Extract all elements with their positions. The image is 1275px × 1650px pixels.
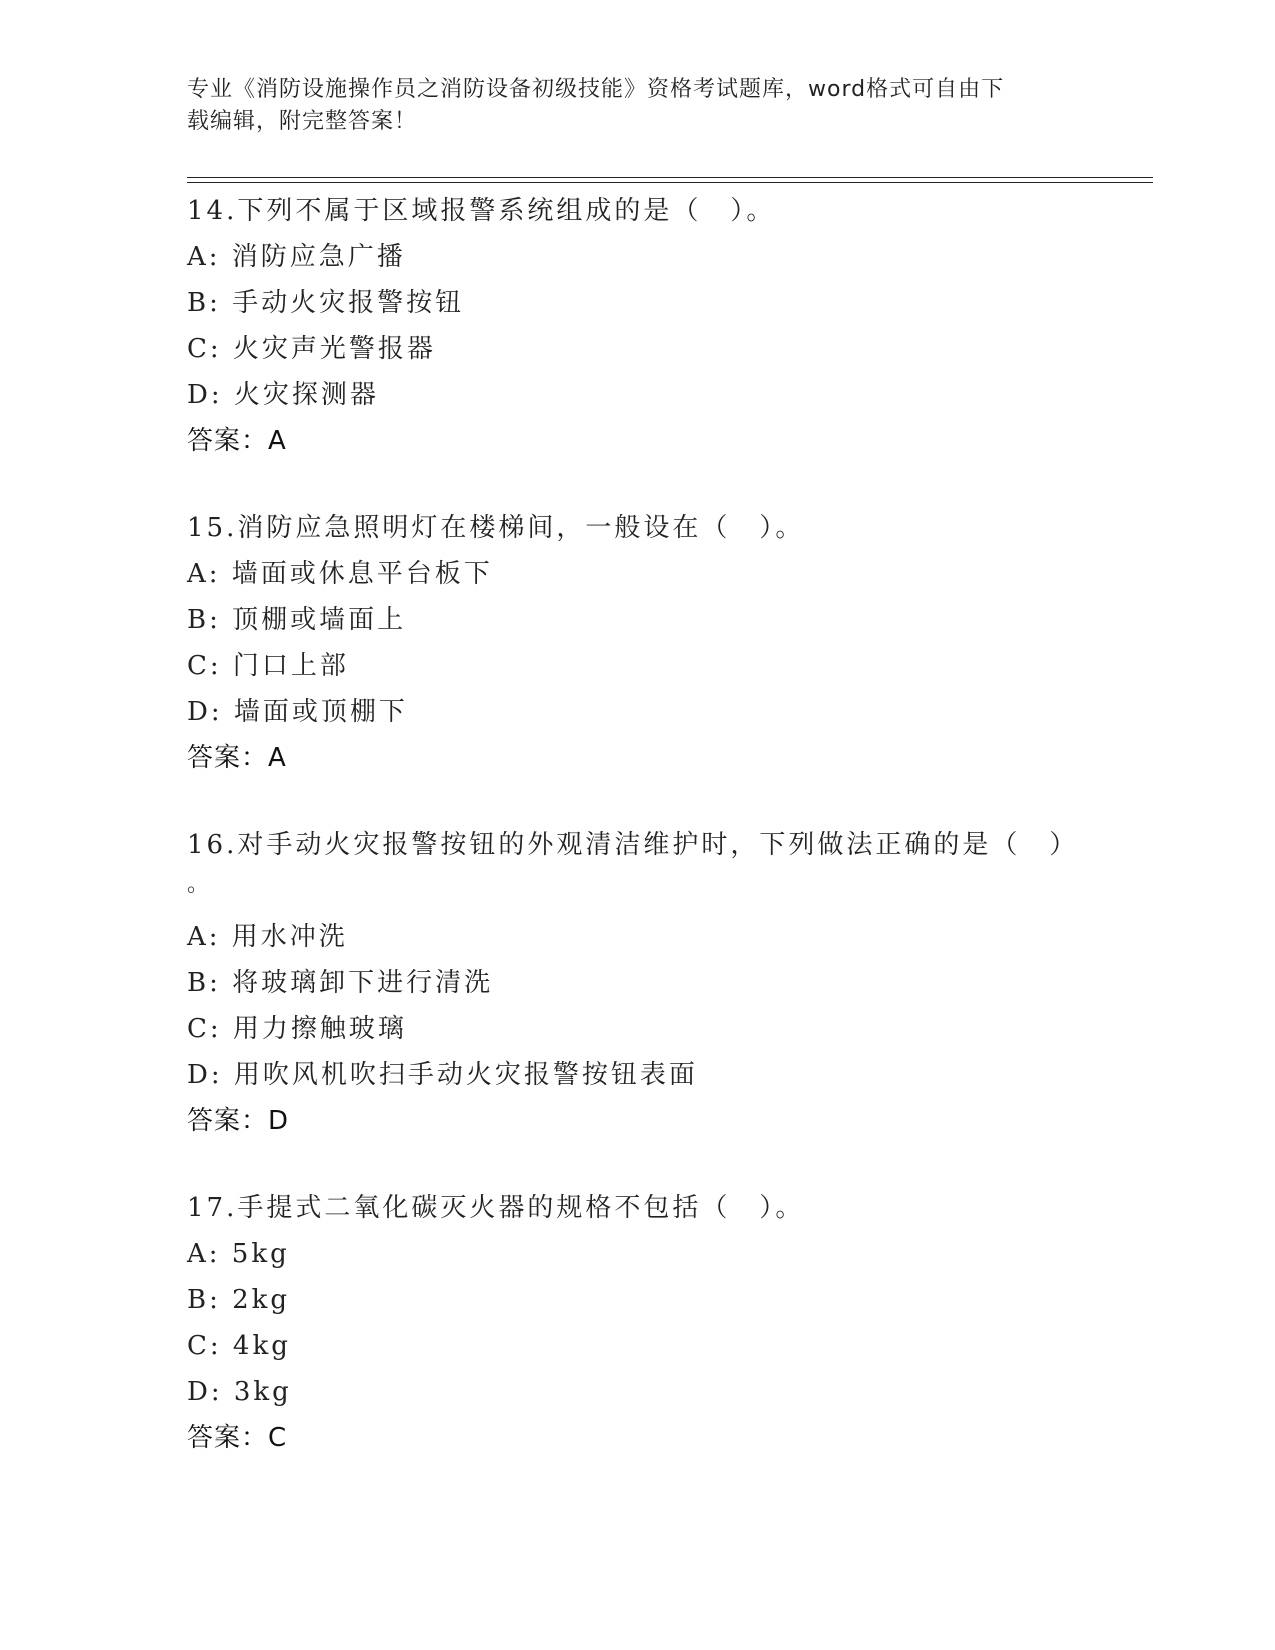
option-b: B: 将玻璃卸下进行清洗 bbox=[187, 968, 494, 998]
option-b: B: 手动火灾报警按钮 bbox=[187, 288, 465, 318]
question-stem: 15.消防应急照明灯在楼梯间，一般设在（ ）。 bbox=[187, 513, 805, 543]
option-a: A: 消防应急广播 bbox=[187, 242, 406, 272]
header-line-1: 专业《消防设施操作员之消防设备初级技能》资格考试题库，word格式可自由下 bbox=[187, 77, 1005, 102]
option-b: B: 顶棚或墙面上 bbox=[187, 605, 407, 635]
document-header bbox=[187, 74, 1067, 138]
header-divider-top bbox=[187, 177, 1153, 178]
question-stem: 16.对手动火灾报警按钮的外观清洁维护时，下列做法正确的是（ ） bbox=[187, 830, 1079, 860]
header-divider-bottom bbox=[187, 182, 1153, 183]
option-b: B: 2kg bbox=[187, 1285, 291, 1315]
option-a: A: 5kg bbox=[187, 1239, 290, 1269]
question-stem-continuation: 。 bbox=[187, 872, 213, 897]
header-line-2: 载编辑，附完整答案！ bbox=[187, 109, 418, 134]
answer: 答案：D bbox=[187, 1106, 290, 1136]
question-17 bbox=[187, 1185, 1087, 1461]
question-stem: 17.手提式二氧化碳灭火器的规格不包括（ ）。 bbox=[187, 1193, 805, 1223]
option-c: C: 门口上部 bbox=[187, 651, 349, 681]
answer: 答案：C bbox=[187, 1423, 288, 1453]
question-16 bbox=[187, 822, 1087, 1144]
option-c: C: 用力擦触玻璃 bbox=[187, 1014, 407, 1044]
option-d: D: 墙面或顶棚下 bbox=[187, 697, 408, 727]
question-stem: 14.下列不属于区域报警系统组成的是（ ）。 bbox=[187, 196, 776, 226]
answer: 答案：A bbox=[187, 426, 287, 456]
option-d: D: 火灾探测器 bbox=[187, 380, 379, 410]
option-d: D: 用吹风机吹扫手动火灾报警按钮表面 bbox=[187, 1060, 698, 1090]
option-d: D: 3kg bbox=[187, 1377, 292, 1407]
option-a: A: 用水冲洗 bbox=[187, 922, 348, 952]
option-a: A: 墙面或休息平台板下 bbox=[187, 559, 493, 589]
question-14 bbox=[187, 188, 1087, 464]
question-15 bbox=[187, 505, 1087, 781]
option-c: C: 4kg bbox=[187, 1331, 291, 1361]
answer: 答案：A bbox=[187, 743, 287, 773]
option-c: C: 火灾声光警报器 bbox=[187, 334, 436, 364]
